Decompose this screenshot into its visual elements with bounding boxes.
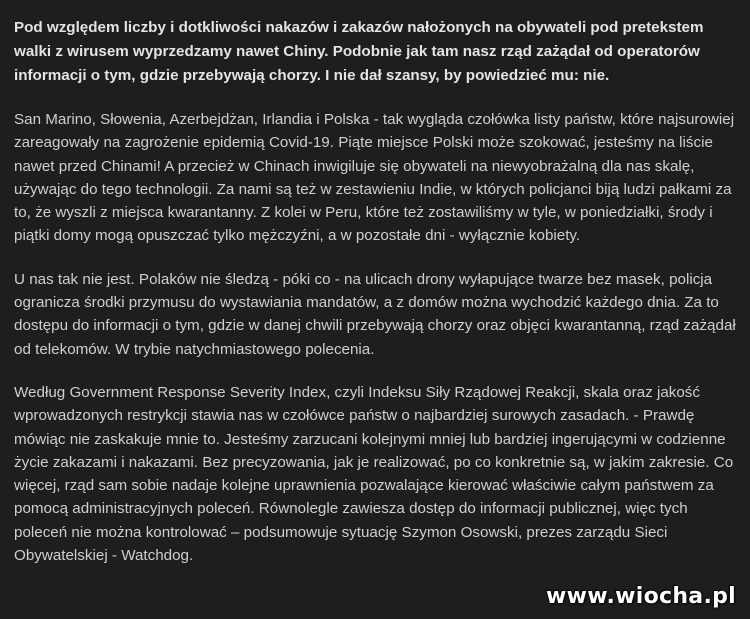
site-watermark: www.wiocha.pl bbox=[546, 584, 736, 609]
article-lead: Pod względem liczby i dotkliwości nakazów i zakazów nałożonych na obywateli pod pretekstem walki z wirusem wyprzedzamy nawet Chiny. Podobnie jak tam nasz rząd zażądał od operatorów informacji o tym, gdzie przebywają chorzy. I nie dał szansy, by powiedzieć mu: nie. bbox=[14, 19, 704, 84]
article-paragraph: San Marino, Słowenia, Azerbejdżan, Irlandia i Polska - tak wygląda czołówka listy państw, które najsurowiej zareagowały na zagrożenie epidemią Covid-19. Piąte miejsce Polski może szokować, jesteśmy na liście nawet przed Chinami! A przecież w Chinach inwigiluje się obywateli na niewyobrażalną dla nas skalę, używając do tego technologii. Za nami są też w zestawieniu Indie, w których policjanci biją ludzi pałkami za to, że wyszli z miejsca kwarantanny. Z kolei w Peru, które też zostawiliśmy w tyle, w poniedziałki, środy i piątki domy mogą opuszczać tylko mężczyźni, a w pozostałe dni - wyłącznie kobiety. bbox=[14, 111, 735, 245]
article-paragraph: U nas tak nie jest. Polaków nie śledzą - póki co - na ulicach drony wyłapujące twarze bez masek, policja ogranicza środki przymusu do wystawiania mandatów, a z domów można wychodzić każdego dnia. Za to dostępu do informacji o tym, gdzie w danej chwili przebywają chorzy oraz objęci kwarantanną, rząd zażądał od telekomów. W trybie natychmiastowego polecenia. bbox=[14, 270, 736, 358]
article-body bbox=[14, 16, 738, 587]
article-paragraph: Według Government Response Severity Index, czyli Indeksu Siły Rządowej Reakcji, skala oraz jakość wprowadzonych restrykcji stawia nas w czołówce państw o najbardziej surowych zasadach. - Prawdę mówiąc nie zaskakuje mnie to. Jesteśmy zarzucani kolejnymi mniej lub bardziej ingerującymi w codzienne życie zakazami i nakazami. Bez precyzowania, jak je realizować, po co konkretnie są, w jakim zakresie. Co więcej, rząd sam sobie nadaje kolejne uprawnienia pozwalające kierować właściwie całym państwem za pomocą administracyjnych poleceń. Równolegle zawiesza dostęp do informacji publicznej, więc tych poleceń nie można kontrolować – podsumowuje sytuację Szymon Osowski, prezes zarządu Sieci Obywatelskiej - Watchdog. bbox=[14, 383, 734, 565]
